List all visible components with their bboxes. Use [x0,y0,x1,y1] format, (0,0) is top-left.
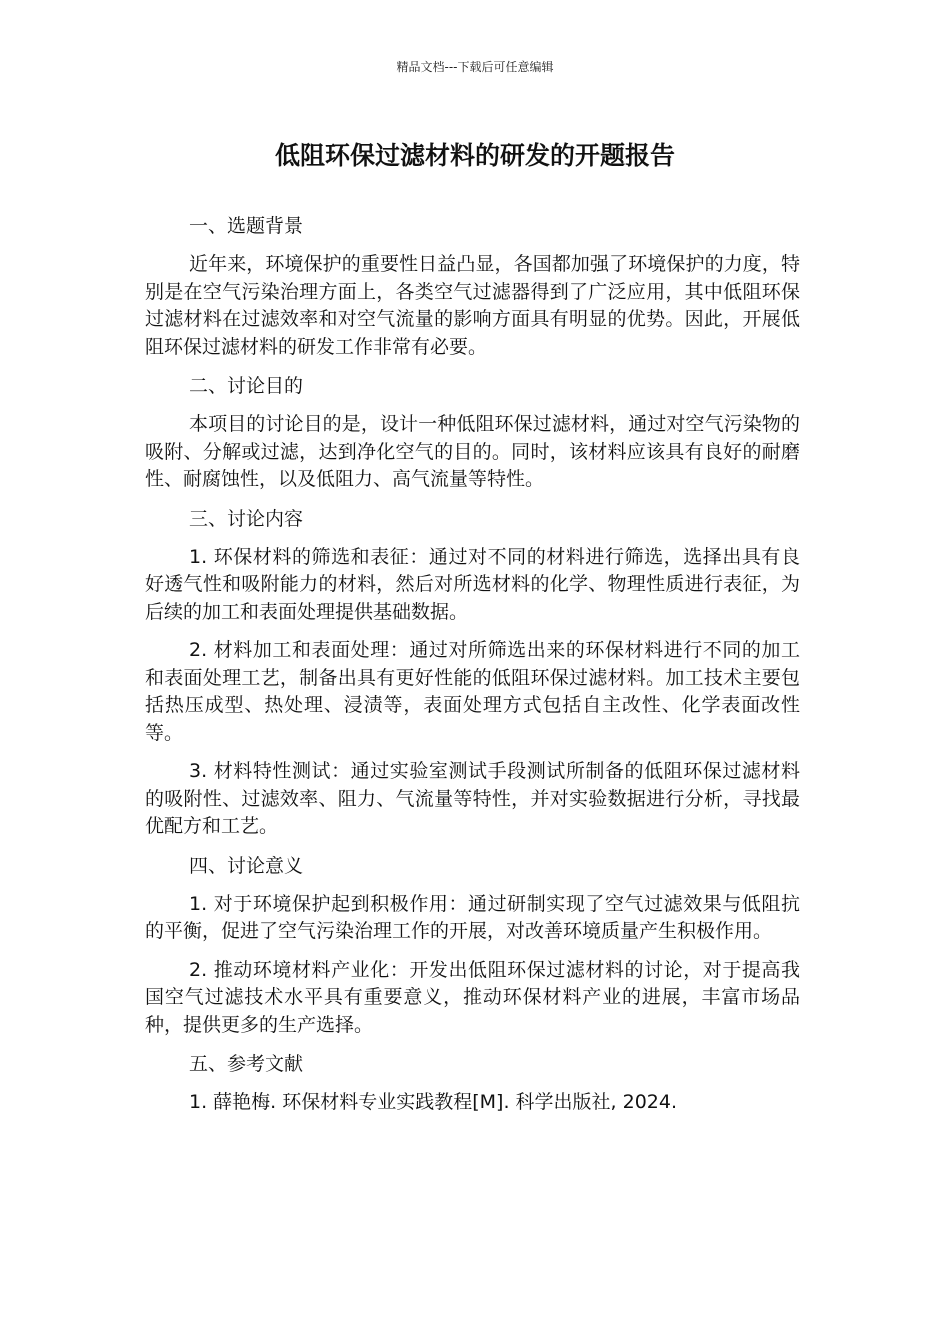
paragraph: 1. 环保材料的筛选和表征：通过对不同的材料进行筛选，选择出具有良好透气性和吸附能力的材料，然后对所选材料的化学、物理性质进行表征，为后续的加工和表面处理提供基础数据。 [145,545,800,623]
section-heading: 四、讨论意义 [189,854,304,877]
section-references [145,1050,800,1117]
document-title: 低阻环保过滤材料的研发的开题报告 [274,141,675,170]
reference-item: 1. 薛艳梅. 环保材料专业实践教程[M]. 科学出版社, 2024. [189,1091,678,1113]
paragraph: 2. 推动环境材料产业化：开发出低阻环保过滤材料的讨论，对于提高我国空气过滤技术水平具有重要意义，推动环保材料产业的进展，丰富市场品种，提供更多的生产选择。 [145,958,800,1036]
section-background [145,212,800,361]
section-heading: 三、讨论内容 [189,507,304,530]
paragraph: 3. 材料特性测试：通过实验室测试手段测试所制备的低阻环保过滤材料的吸附性、过滤效率、阻力、气流量等特性，并对实验数据进行分析，寻找最优配方和工艺。 [145,760,800,837]
section-heading: 一、选题背景 [189,215,304,237]
section-significance [145,852,800,1040]
page-header-watermark: 精品文档---下载后可任意编辑 [396,60,554,74]
section-purpose [145,372,800,494]
paragraph: 2. 材料加工和表面处理：通过对所筛选出来的环保材料进行不同的加工和表面处理工艺，制备出具有更好性能的低阻环保过滤材料。加工技术主要包括热压成型、热处理、浸渍等，表面处理方式包括自主改性、化学表面改性等。 [145,639,800,744]
paragraph: 本项目的讨论目的是，设计一种低阻环保过滤材料，通过对空气污染物的吸附、分解或过滤，达到净化空气的目的。同时，该材料应该具有良好的耐磨性、耐腐蚀性，以及低阻力、高气流量等特性。 [145,413,800,490]
section-heading: 五、参考文献 [189,1053,304,1075]
section-heading: 二、讨论目的 [189,375,304,397]
paragraph: 1. 对于环境保护起到积极作用：通过研制实现了空气过滤效果与低阻抗的平衡，促进了空气污染治理工作的开展，对改善环境质量产生积极作用。 [145,892,800,942]
paragraph: 近年来，环境保护的重要性日益凸显，各国都加强了环境保护的力度，特别是在空气污染治理方面上，各类空气过滤器得到了广泛应用，其中低阻环保过滤材料在过滤效率和对空气流量的影响方面具有明显的优势。因此，开展低阻环保过滤材料的研发工作非常有必要。 [145,253,800,358]
document-body [145,212,800,1128]
section-content [145,505,800,841]
